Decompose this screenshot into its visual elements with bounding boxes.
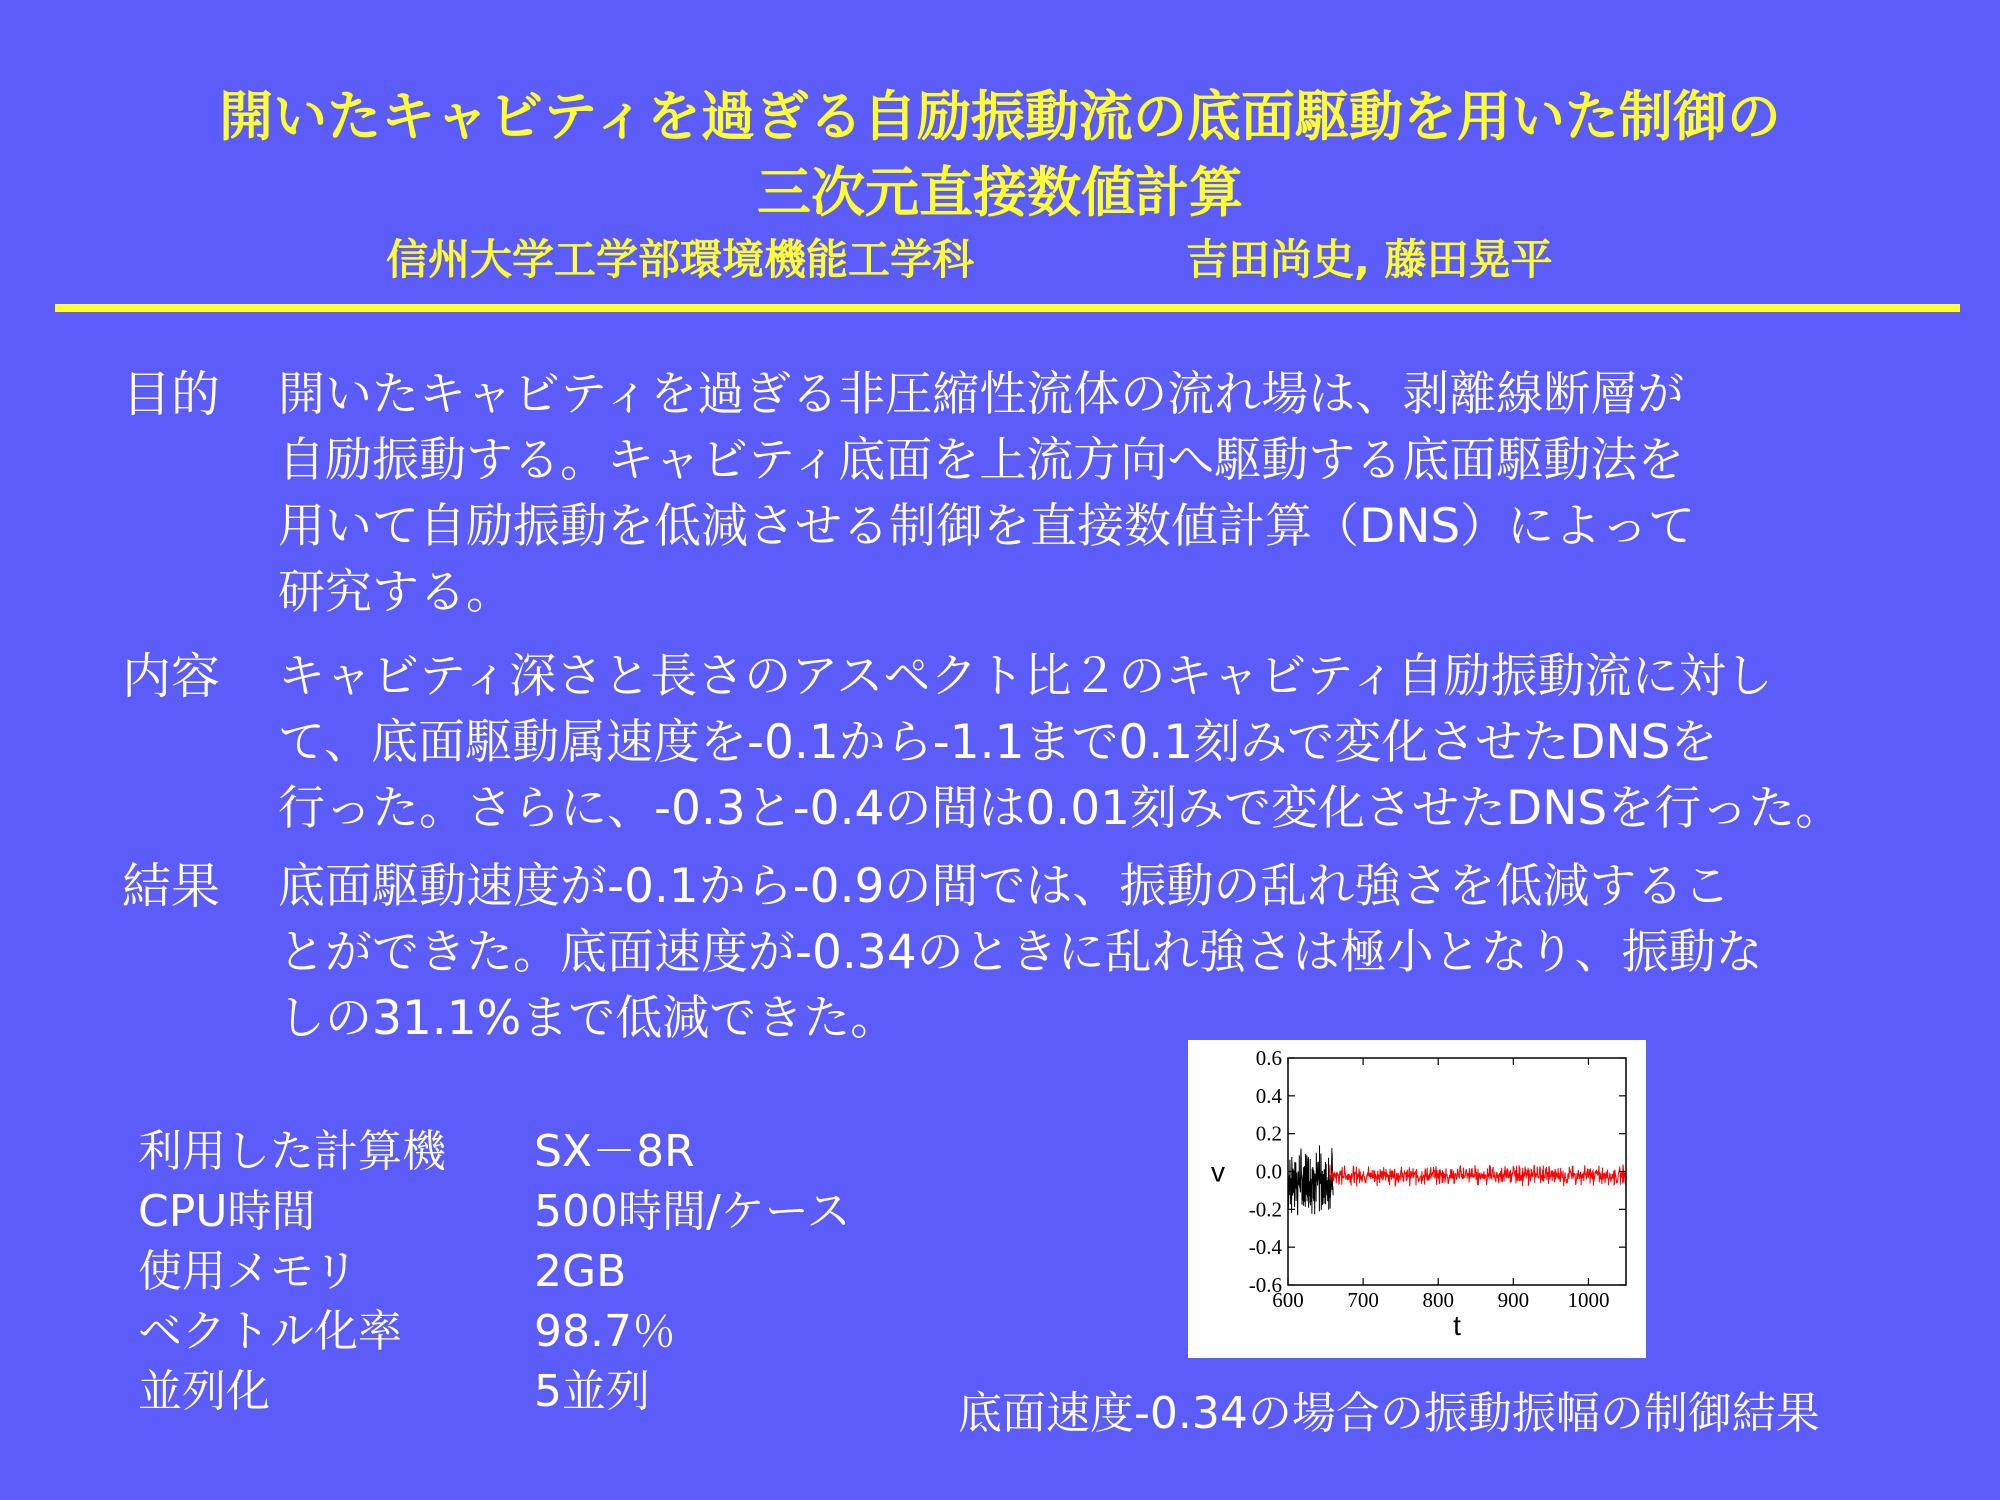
spec-row (138, 1242, 851, 1302)
spec-row (138, 1302, 851, 1362)
content-line: て、底面駆動属速度を-0.1から-1.1まで0.1刻みで変化させたDNSを (278, 715, 1718, 770)
title-line-2: 三次元直接数値計算 (757, 161, 1243, 224)
y-tick-label: -0.4 (1248, 1235, 1282, 1260)
spec-row (138, 1122, 851, 1182)
spec-value: 98.7％ (534, 1306, 676, 1357)
purpose-text (278, 362, 1918, 626)
spec-row (138, 1182, 851, 1242)
y-tick-label: -0.2 (1248, 1197, 1282, 1222)
spec-value: SX－8R (534, 1126, 695, 1177)
purpose-line: 研究する。 (278, 565, 513, 620)
y-tick-label: 0.4 (1255, 1083, 1282, 1108)
spec-value: 500時間/ケース (534, 1186, 851, 1237)
y-tick-label: 0.6 (1255, 1046, 1282, 1070)
y-tick-label: 0.0 (1255, 1159, 1282, 1184)
spec-key: ベクトル化率 (138, 1306, 402, 1357)
velocity-chart-svg (1188, 1040, 1646, 1358)
spec-row (138, 1362, 851, 1422)
purpose-line: 用いて自励振動を低減させる制御を直接数値計算（DNS）によって (278, 499, 1696, 554)
x-tick-label: 800 (1422, 1288, 1454, 1312)
spec-key: CPU時間 (138, 1186, 316, 1237)
spec-key: 並列化 (138, 1366, 270, 1417)
figure-caption: 底面速度-0.34の場合の振動振幅の制御結果 (958, 1388, 1820, 1439)
purpose-label: 目的 (122, 366, 221, 423)
y-tick-label: 0.2 (1255, 1121, 1282, 1146)
content-label: 内容 (122, 648, 221, 705)
x-axis-label: t (1453, 1310, 1461, 1341)
content-line: 行った。さらに、-0.3と-0.4の間は0.01刻みで変化させたDNSを行った。 (278, 781, 1843, 836)
chart-series-0 (1288, 1145, 1333, 1215)
y-axis-label: v (1211, 1156, 1225, 1188)
affiliation: 信州大学工学部環境機能工学科 (386, 235, 975, 284)
result-line: 底面駆動速度が-0.1から-0.9の間では、振動の乱れ強さを低減するこ (278, 859, 1731, 914)
spec-value: 2GB (534, 1246, 627, 1297)
result-line: とができた。底面速度が-0.34のときに乱れ強さは極小となり、振動な (278, 925, 1763, 980)
result-text (278, 854, 1918, 1052)
spec-key: 使用メモリ (138, 1246, 358, 1297)
spec-key: 利用した計算機 (138, 1126, 446, 1177)
spec-value: 5並列 (534, 1366, 650, 1417)
velocity-chart (1188, 1040, 1646, 1358)
result-label: 結果 (122, 858, 221, 915)
y-tick-label: -0.6 (1248, 1273, 1282, 1297)
x-tick-label: 600 (1272, 1288, 1304, 1312)
content-line: キャビティ深さと長さのアスペクト比２のキャビティ自励振動流に対し (278, 649, 1773, 704)
result-line: しの31.1%まで低減できた。 (278, 991, 898, 1046)
chart-series-1 (1329, 1165, 1626, 1187)
author-names: 吉田尚史, 藤田晃平 (1186, 235, 1553, 284)
x-tick-label: 700 (1347, 1288, 1379, 1312)
purpose-line: 開いたキャビティを過ぎる非圧縮性流体の流れ場は、剥離線断層が (278, 367, 1685, 422)
x-tick-label: 1000 (1567, 1288, 1610, 1312)
x-tick-label: 900 (1497, 1288, 1530, 1312)
purpose-line: 自励振動する。キャビティ底面を上流方向へ駆動する底面駆動法を (278, 433, 1685, 488)
compute-specs (138, 1122, 851, 1422)
content-text (278, 644, 1918, 842)
title-divider (55, 304, 1960, 312)
title-line-1: 開いたキャビティを過ぎる自励振動流の底面駆動を用いた制御の (219, 85, 1781, 148)
